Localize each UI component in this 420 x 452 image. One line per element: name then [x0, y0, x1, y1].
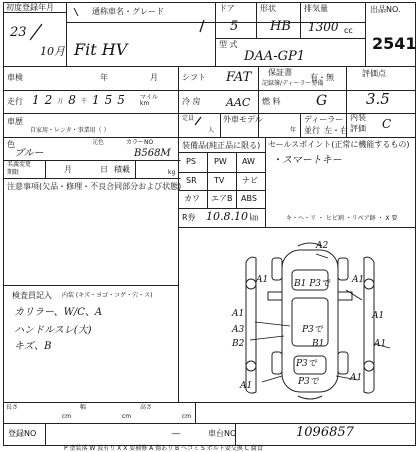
interior-sub-label: 評価: [350, 124, 366, 133]
equipment-navi: ナビ: [242, 176, 258, 185]
damage-mark: B1: [312, 339, 325, 349]
model-label: 型 式: [219, 40, 238, 49]
original-color-label: 元色: [92, 139, 105, 146]
width-label: 幅: [80, 404, 87, 411]
name-change-deadline-label: 期限: [7, 169, 20, 176]
shift-value: FAT: [226, 70, 252, 85]
damage-mark: A1: [352, 275, 365, 285]
mileage-sen-unit: 千: [80, 98, 87, 105]
equipment-sr: SR: [186, 176, 197, 185]
door-label: ドア: [219, 4, 235, 13]
fuel-value: G: [316, 93, 328, 109]
damage-mark: A1: [350, 373, 363, 383]
chassis-no-label: 車台NO: [208, 429, 237, 438]
vehicle-history-label: 車歴: [7, 117, 23, 126]
displacement-label: 排気量: [304, 4, 328, 13]
car-name-value: Fit HV: [74, 40, 128, 59]
first-registration-year: 23: [10, 25, 27, 40]
damage-mark: P3で: [302, 325, 323, 335]
height-unit: cm: [182, 413, 192, 420]
equipment-abs: ABS: [241, 194, 257, 203]
car-name-grade-label: 通称車名・グレード: [92, 7, 164, 16]
warranty-label: 保証書: [268, 68, 292, 77]
damage-mark: A3: [232, 325, 245, 335]
listing-no-label: 出品NO.: [370, 5, 401, 14]
dealer-label: ディーラー: [304, 115, 344, 124]
color-no-label: カラーNO: [126, 139, 154, 146]
damage-mark: A2: [316, 241, 329, 251]
warranty-sub-label: 記録簿/ディーラー整備: [262, 80, 324, 87]
capacity-label: 定員: [182, 115, 195, 122]
load-capacity-label: 積載: [114, 165, 130, 174]
inspector-note: ハンドルスレ(大): [14, 325, 92, 336]
damage-mark: A1: [256, 275, 269, 285]
mileage-digit: 5: [104, 93, 113, 107]
dealer-sub-label: 並行: [304, 126, 320, 135]
displacement-value: 1300: [308, 20, 339, 34]
damage-mark: B1 P3で: [294, 279, 330, 289]
damage-legend: キ・ヘ・リ ・ ヒビ割 ・リペア跡 ・ X 要: [286, 215, 398, 222]
import-model-label: 外車モデル: [223, 115, 263, 124]
ac-label: 冷 房: [182, 97, 201, 106]
registration-no-label: 登録NO: [8, 429, 37, 438]
shape-label: 形状: [260, 4, 276, 13]
warranty-options: 有・無: [310, 73, 334, 82]
steering-label: 左・右: [324, 126, 348, 135]
model-value: DAA-GP1: [244, 49, 305, 64]
damage-mark: P3で: [296, 359, 317, 369]
mileage-digit: 2: [44, 93, 53, 107]
load-capacity-unit: kg: [168, 169, 176, 176]
length-label: 長さ: [6, 404, 19, 411]
mileage-digit: 5: [117, 93, 125, 107]
inspector-note: カリラー、W/C、A: [14, 307, 103, 318]
color-value: ブルー: [14, 148, 44, 159]
chassis-no-value: 1096857: [296, 425, 354, 440]
mileage-label: 走行: [7, 97, 23, 106]
vehicle-history-options: 自家用・レンタ・事業用（ ）: [30, 127, 110, 134]
score-value: 3.5: [366, 90, 390, 108]
capacity-unit: 人: [208, 127, 215, 134]
name-change-label: 名義変更: [7, 161, 32, 168]
displacement-unit: cc: [344, 26, 353, 35]
damage-mark: P3で: [298, 377, 319, 387]
mileage-digits: [32, 94, 125, 106]
width-unit: cm: [122, 413, 132, 420]
mileage-unit: マイル km: [140, 94, 158, 107]
interior-value: C: [382, 117, 392, 131]
color-no-value: B568M: [134, 148, 171, 159]
inspection-label: 車検: [7, 73, 23, 82]
mileage-digit: 1: [91, 93, 100, 107]
inspection-month-suffix: 月: [150, 73, 158, 82]
inspector-title: 検査員記入: [12, 291, 52, 300]
inspector-options: 内装 (キズ・ヨゴ・コゲ・穴・ス): [62, 292, 153, 299]
footer-legend: P 塗装落 W 波有り X X 要補修 A 傷あり B へコミ S ボルト要交換 C 腐食: [64, 445, 263, 452]
door-value: 5: [230, 19, 239, 34]
damage-mark: A1: [374, 339, 387, 349]
interior-label: 内装: [350, 113, 366, 122]
damage-mark: B2: [232, 339, 245, 349]
damage-mark: A1: [240, 381, 253, 391]
score-label: 評価点: [362, 69, 386, 78]
r-ticket-label: R券: [182, 213, 196, 222]
name-change-month: 月: [64, 165, 72, 174]
first-registration-month: 10月: [40, 45, 65, 58]
r-ticket-unit: ㎞: [250, 213, 258, 222]
equipment-aw: AW: [242, 157, 255, 166]
inspector-note: キズ、B: [14, 341, 52, 352]
registration-no-dash: ―: [172, 429, 180, 438]
equipment-title: 装備品(純正品に限る): [182, 141, 261, 150]
listing-no-value: 2541: [372, 34, 417, 53]
sales-point-text: ・スマートキー: [272, 155, 342, 166]
damage-mark: A1: [372, 311, 385, 321]
equipment-airbag: エアB: [211, 194, 233, 203]
equipment-pw: PW: [214, 157, 227, 166]
mileage-man-unit: 万: [57, 98, 64, 105]
ac-value: AAC: [226, 96, 251, 109]
equipment-tv: TV: [214, 176, 225, 185]
r-ticket-value: 10.8.10: [206, 210, 248, 223]
inspection-year-suffix: 年: [100, 73, 108, 82]
notes-title: 注意事項(欠品・修理・不良合同部分および状態): [7, 182, 182, 191]
mileage-digit: 8: [68, 93, 76, 107]
shift-label: シフト: [182, 73, 206, 82]
color-label: 色: [7, 140, 15, 149]
equipment-leather: カワ: [184, 194, 200, 203]
damage-mark: A1: [232, 309, 245, 319]
first-registration-label: 初度登録年月: [6, 3, 54, 12]
fuel-label: 燃 料: [262, 97, 281, 106]
import-model-unit: 年: [290, 127, 297, 134]
height-label: 高さ: [140, 404, 153, 411]
mileage-digit: 1: [32, 93, 40, 107]
shape-value: HB: [270, 19, 291, 34]
sales-point-title: セールスポイント(正常に機能するもの): [268, 140, 410, 149]
name-change-day: 日: [100, 165, 108, 174]
equipment-ps: PS: [186, 157, 196, 166]
length-unit: cm: [62, 413, 72, 420]
